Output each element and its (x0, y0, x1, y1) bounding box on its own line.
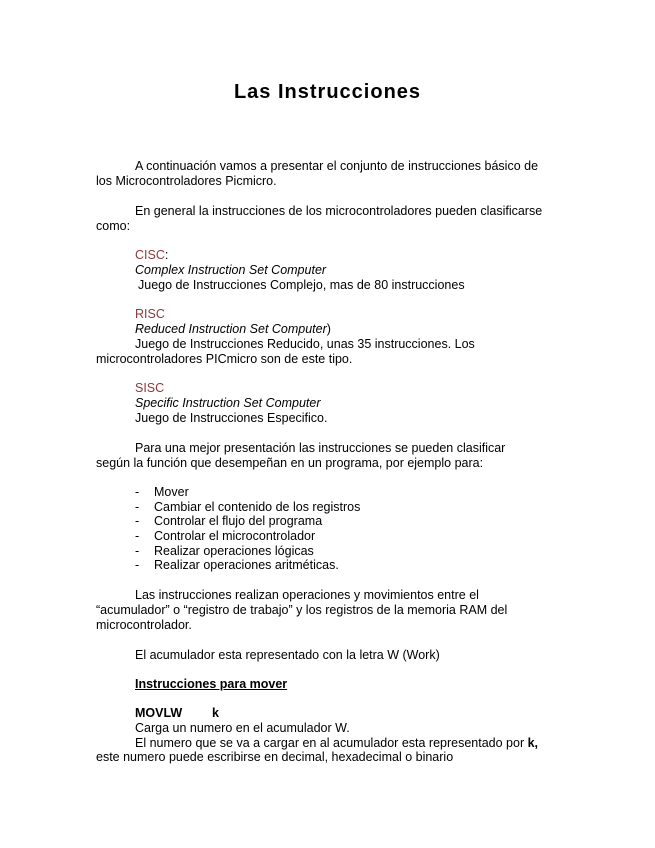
sisc-term: SISC (135, 381, 165, 395)
list-item: Mover (154, 485, 189, 499)
ops-line-1: Las instrucciones realizan operaciones y movimientos entre el (135, 588, 479, 602)
risc-paren: ) (326, 322, 331, 336)
movlw-line-3: este numero puede escribirse en decimal, hexadecimal o binario (96, 750, 454, 764)
movlw-line-2-text: El numero que se va a cargar en al acumulador esta representado por (135, 736, 528, 750)
movlw-line-1: Carga un numero en el acumulador W. (135, 721, 350, 735)
list-item: Realizar operaciones aritméticas. (154, 558, 339, 572)
list-item: Cambiar el contenido de los registros (154, 500, 361, 514)
list-dash: - (135, 558, 140, 572)
movlw-operand: k (212, 706, 219, 720)
ops-line-3: microcontrolador. (96, 618, 192, 632)
movlw-mnemonic: MOVLW (135, 706, 183, 720)
cisc-desc: Juego de Instrucciones Complejo, mas de 80 instrucciones (138, 278, 465, 292)
classify-line-1: Para una mejor presentación las instrucciones se pueden clasificar (135, 441, 506, 455)
cisc-colon: : (164, 248, 169, 262)
cisc-heading (135, 248, 168, 263)
list-dash: - (135, 529, 140, 543)
classify-line-2: según la función que desempeñan en un programa, por ejemplo para: (96, 456, 484, 470)
sisc-desc: Juego de Instrucciones Especifico. (135, 411, 328, 425)
movlw-line-2 (135, 736, 538, 751)
list-dash: - (135, 500, 140, 514)
cisc-name: Complex Instruction Set Computer (135, 263, 327, 277)
intro-line-1: A continuación vamos a presentar el conjunto de instrucciones básico de (135, 159, 539, 173)
general-line-1: En general la instrucciones de los microcontroladores pueden clasificarse (135, 204, 543, 218)
page-title: Las Instrucciones (233, 81, 422, 103)
sisc-name: Specific Instruction Set Computer (135, 396, 321, 410)
ops-line-2: “acumulador” o “registro de trabajo” y los registros de la memoria RAM del (96, 603, 508, 617)
intro-line-2: los Microcontroladores Picmicro. (96, 174, 277, 188)
list-item: Controlar el flujo del programa (154, 514, 323, 528)
risc-term: RISC (135, 307, 165, 321)
risc-desc-1: Juego de Instrucciones Reducido, unas 35 instrucciones. Los (135, 337, 475, 351)
list-item: Realizar operaciones lógicas (154, 544, 314, 558)
list-item: Controlar el microcontrolador (154, 529, 316, 543)
list-dash: - (135, 485, 140, 499)
risc-desc-2: microcontroladores PICmicro son de este tipo. (96, 352, 353, 366)
risc-name-line (135, 322, 331, 337)
general-line-2: como: (96, 219, 131, 233)
movlw-k-bold: k, (527, 736, 539, 750)
list-dash: - (135, 514, 140, 528)
list-dash: - (135, 544, 140, 558)
section-heading: Instrucciones para mover (135, 677, 288, 691)
risc-name: Reduced Instruction Set Computer (135, 322, 327, 336)
cisc-term: CISC (135, 248, 165, 262)
accumulator-note: El acumulador esta representado con la letra W (Work) (135, 648, 440, 662)
